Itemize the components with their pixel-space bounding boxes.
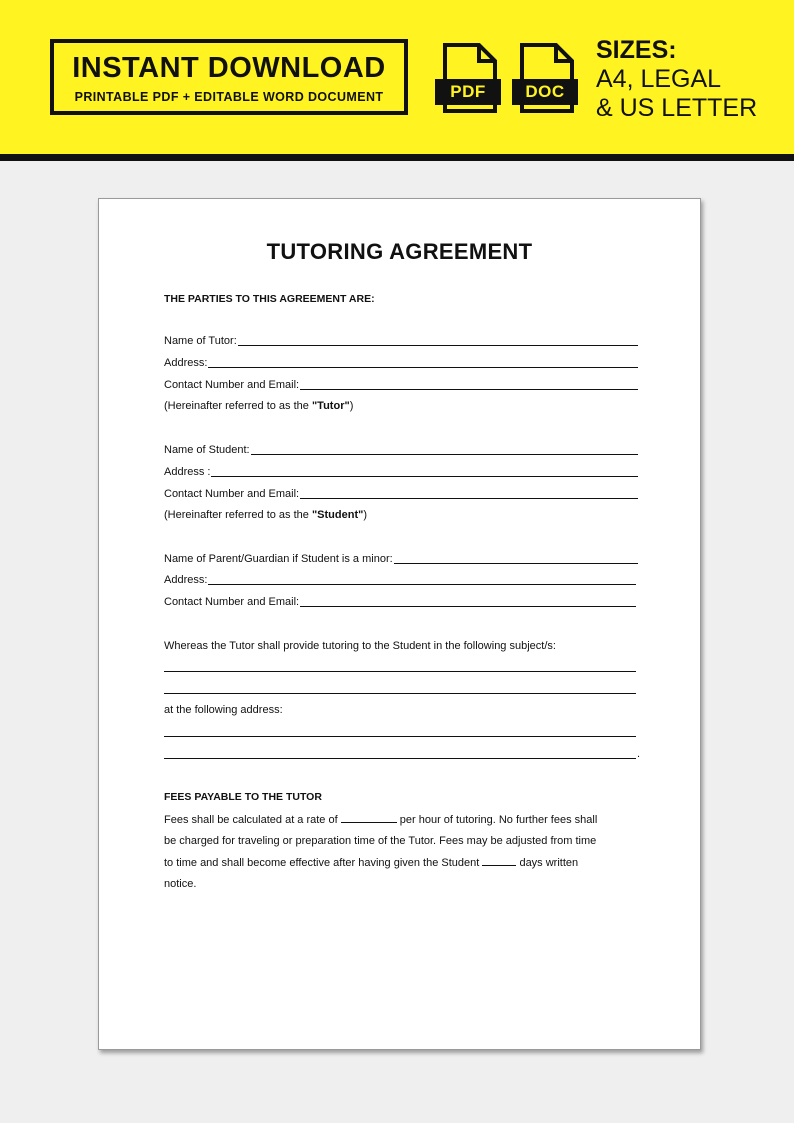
document-title: TUTORING AGREEMENT bbox=[266, 239, 533, 264]
parties-heading: THE PARTIES TO THIS AGREEMENT ARE: bbox=[164, 293, 375, 305]
student-ref-term: "Student" bbox=[311, 509, 364, 521]
fees-rate-suffix: per hour of tutoring. No further fees shall bbox=[396, 814, 598, 826]
student-ref-suffix: ) bbox=[363, 509, 368, 521]
student-name-field[interactable] bbox=[164, 442, 638, 458]
tutor-address-label: Address: bbox=[164, 357, 208, 369]
sizes-line-2: & US LETTER bbox=[596, 94, 758, 122]
student-contact-field[interactable] bbox=[164, 486, 638, 502]
fees-notice-suffix: days written bbox=[516, 857, 579, 869]
tutor-reference bbox=[164, 398, 638, 414]
parent-address-label: Address: bbox=[164, 574, 208, 586]
tutor-ref-suffix: ) bbox=[349, 400, 354, 412]
tutor-ref-term: "Tutor" bbox=[311, 400, 350, 412]
subject-line-2[interactable] bbox=[164, 681, 636, 697]
promo-banner bbox=[0, 0, 794, 154]
tutoring-address-line-2[interactable] bbox=[164, 746, 640, 762]
parent-contact-field[interactable] bbox=[164, 594, 636, 610]
student-address-label: Address : bbox=[164, 466, 211, 478]
student-address-field[interactable] bbox=[164, 464, 638, 480]
tutor-contact-label: Contact Number and Email: bbox=[164, 379, 300, 391]
banner-divider bbox=[0, 154, 794, 161]
student-ref-prefix: (Hereinafter referred to as the bbox=[164, 509, 312, 521]
whereas-text: Whereas the Tutor shall provide tutoring to the Student in the following subject/s: bbox=[164, 640, 556, 652]
doc-label: DOC bbox=[512, 79, 578, 105]
fees-notice-text: to time and shall become effective after having given the Student bbox=[164, 857, 483, 869]
fees-line-1 bbox=[164, 811, 638, 827]
tutor-ref-prefix: (Hereinafter referred to as the bbox=[164, 400, 312, 412]
student-name-label: Name of Student: bbox=[164, 444, 250, 456]
pdf-label: PDF bbox=[435, 79, 501, 105]
sizes-title: SIZES: bbox=[596, 36, 677, 64]
fees-line-4: notice. bbox=[164, 878, 197, 890]
sizes-info bbox=[596, 36, 757, 123]
parent-contact-label: Contact Number and Email: bbox=[164, 596, 300, 608]
fees-rate-text: Fees shall be calculated at a rate of bbox=[164, 814, 341, 826]
pdf-file-icon bbox=[435, 42, 505, 114]
fees-line-3 bbox=[164, 854, 638, 870]
notice-days-blank[interactable] bbox=[482, 854, 516, 866]
address-text: at the following address: bbox=[164, 704, 283, 716]
fee-rate-blank[interactable] bbox=[341, 811, 397, 823]
student-reference bbox=[164, 507, 638, 523]
sizes-line-1: A4, LEGAL bbox=[596, 65, 722, 93]
tutoring-address-line-1[interactable] bbox=[164, 724, 636, 740]
instant-download-title: INSTANT DOWNLOAD bbox=[72, 52, 386, 84]
document-page bbox=[98, 198, 701, 1050]
tutor-name-label: Name of Tutor: bbox=[164, 335, 237, 347]
student-contact-label: Contact Number and Email: bbox=[164, 488, 300, 500]
fees-line-2: be charged for traveling or preparation time of the Tutor. Fees may be adjusted from time bbox=[164, 835, 597, 847]
instant-download-box bbox=[50, 39, 408, 115]
parent-name-field[interactable] bbox=[164, 551, 638, 567]
parent-address-field[interactable] bbox=[164, 572, 636, 588]
subject-line-1[interactable] bbox=[164, 659, 636, 675]
parent-name-label: Name of Parent/Guardian if Student is a minor: bbox=[164, 553, 393, 565]
fees-heading: FEES PAYABLE TO THE TUTOR bbox=[164, 791, 322, 803]
tutor-contact-field[interactable] bbox=[164, 377, 638, 393]
tutor-address-field[interactable] bbox=[164, 355, 638, 371]
tutor-name-field[interactable] bbox=[164, 333, 638, 349]
address-period: . bbox=[636, 748, 640, 760]
format-subtitle: PRINTABLE PDF + EDITABLE WORD DOCUMENT bbox=[74, 90, 384, 104]
doc-file-icon bbox=[512, 42, 582, 114]
